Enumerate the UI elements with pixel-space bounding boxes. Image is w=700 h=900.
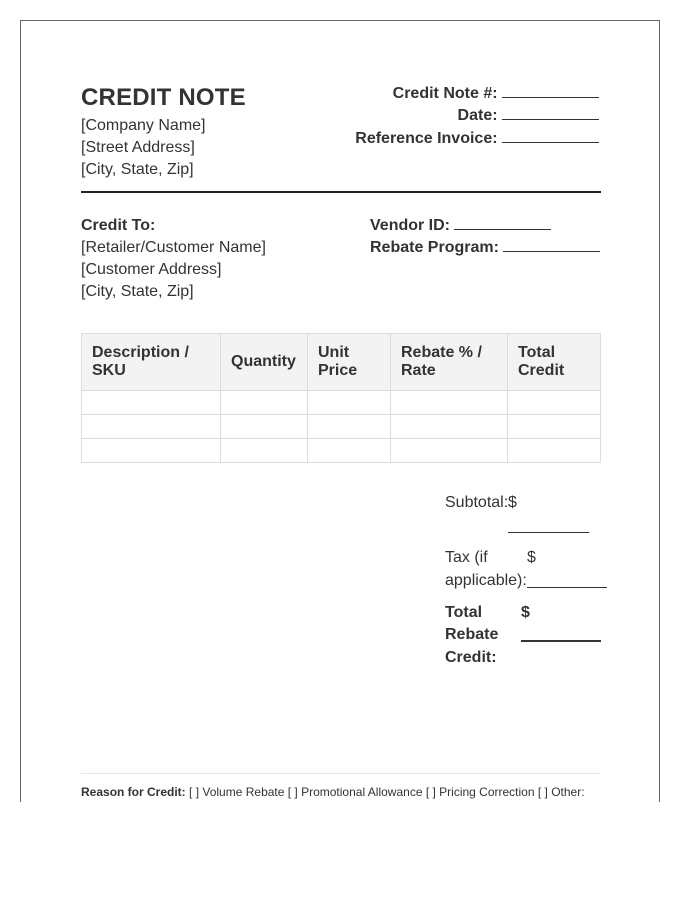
- table-cell[interactable]: [391, 439, 508, 463]
- column-header-total-credit: Total Credit: [508, 334, 601, 391]
- reference-invoice-field[interactable]: [502, 128, 599, 143]
- rebate-program-field[interactable]: [503, 237, 600, 252]
- credit-to-label: Credit To:: [81, 217, 156, 234]
- total-label-line3: Credit:: [445, 649, 497, 666]
- table-row: [82, 391, 601, 415]
- table-cell[interactable]: [221, 415, 308, 439]
- total-label-line1: Total: [445, 604, 483, 621]
- column-header-description: Description / SKU: [82, 334, 221, 391]
- customer-address: [Customer Address]: [81, 261, 222, 278]
- total-currency: $: [521, 604, 530, 621]
- tax-currency: $: [527, 549, 536, 566]
- credit-note-number-row: [393, 83, 599, 103]
- header-divider: [81, 191, 601, 193]
- date-row: [458, 105, 599, 125]
- city-state-zip: [City, State, Zip]: [81, 161, 194, 178]
- reason-label: Reason for Credit:: [81, 785, 186, 799]
- table-cell[interactable]: [82, 415, 221, 439]
- table-cell[interactable]: [221, 439, 308, 463]
- reference-invoice-row: [355, 128, 599, 148]
- table-cell[interactable]: [308, 439, 391, 463]
- tax-label-line1: Tax (if: [445, 549, 488, 566]
- customer-name: [Retailer/Customer Name]: [81, 239, 266, 256]
- subtotal-field[interactable]: [508, 532, 589, 533]
- total-rebate-credit-field[interactable]: [521, 640, 601, 642]
- table-cell[interactable]: [391, 415, 508, 439]
- reason-options[interactable]: [ ] Volume Rebate [ ] Promotional Allowance [ ] Pricing Correction [ ] Other:: [189, 785, 585, 799]
- credit-note-number-field[interactable]: [502, 83, 599, 98]
- subtotal-label: Subtotal:: [445, 494, 509, 511]
- vendor-id-row: [370, 215, 551, 237]
- vendor-id-field[interactable]: [454, 215, 551, 230]
- table-cell[interactable]: [221, 391, 308, 415]
- table-row: [82, 439, 601, 463]
- table-cell[interactable]: [508, 391, 601, 415]
- credit-note-number-label: Credit Note #:: [392, 85, 498, 102]
- rebate-program-label: Rebate Program:: [370, 239, 499, 256]
- table-cell[interactable]: [82, 391, 221, 415]
- table-row: [82, 415, 601, 439]
- table-cell[interactable]: [391, 391, 508, 415]
- column-header-unit-price: Unit Price: [308, 334, 391, 391]
- table-header-row: [82, 334, 601, 391]
- column-header-quantity: Quantity: [221, 334, 308, 391]
- table-cell[interactable]: [508, 415, 601, 439]
- customer-city-state-zip: [City, State, Zip]: [81, 283, 194, 300]
- date-field[interactable]: [502, 105, 599, 120]
- rebate-program-row: [370, 237, 600, 259]
- credit-note-page: [20, 20, 660, 802]
- reference-invoice-label: Reference Invoice:: [355, 130, 498, 147]
- footer-divider: [81, 773, 601, 774]
- company-name: [Company Name]: [81, 117, 206, 134]
- table-cell[interactable]: [308, 415, 391, 439]
- table-cell[interactable]: [308, 391, 391, 415]
- column-header-rebate-rate: Rebate % / Rate: [391, 334, 508, 391]
- date-label: Date:: [457, 107, 498, 124]
- table-cell[interactable]: [82, 439, 221, 463]
- reason-for-credit: [81, 785, 585, 799]
- vendor-id-label: Vendor ID:: [370, 217, 451, 234]
- tax-label-line2: applicable):: [445, 572, 527, 589]
- street-address: [Street Address]: [81, 139, 195, 156]
- tax-field[interactable]: [527, 587, 607, 588]
- line-items-table: [81, 333, 601, 463]
- total-label-line2: Rebate: [445, 626, 499, 643]
- table-cell[interactable]: [508, 439, 601, 463]
- subtotal-currency: $: [508, 494, 517, 511]
- document-title: CREDIT NOTE: [81, 84, 246, 111]
